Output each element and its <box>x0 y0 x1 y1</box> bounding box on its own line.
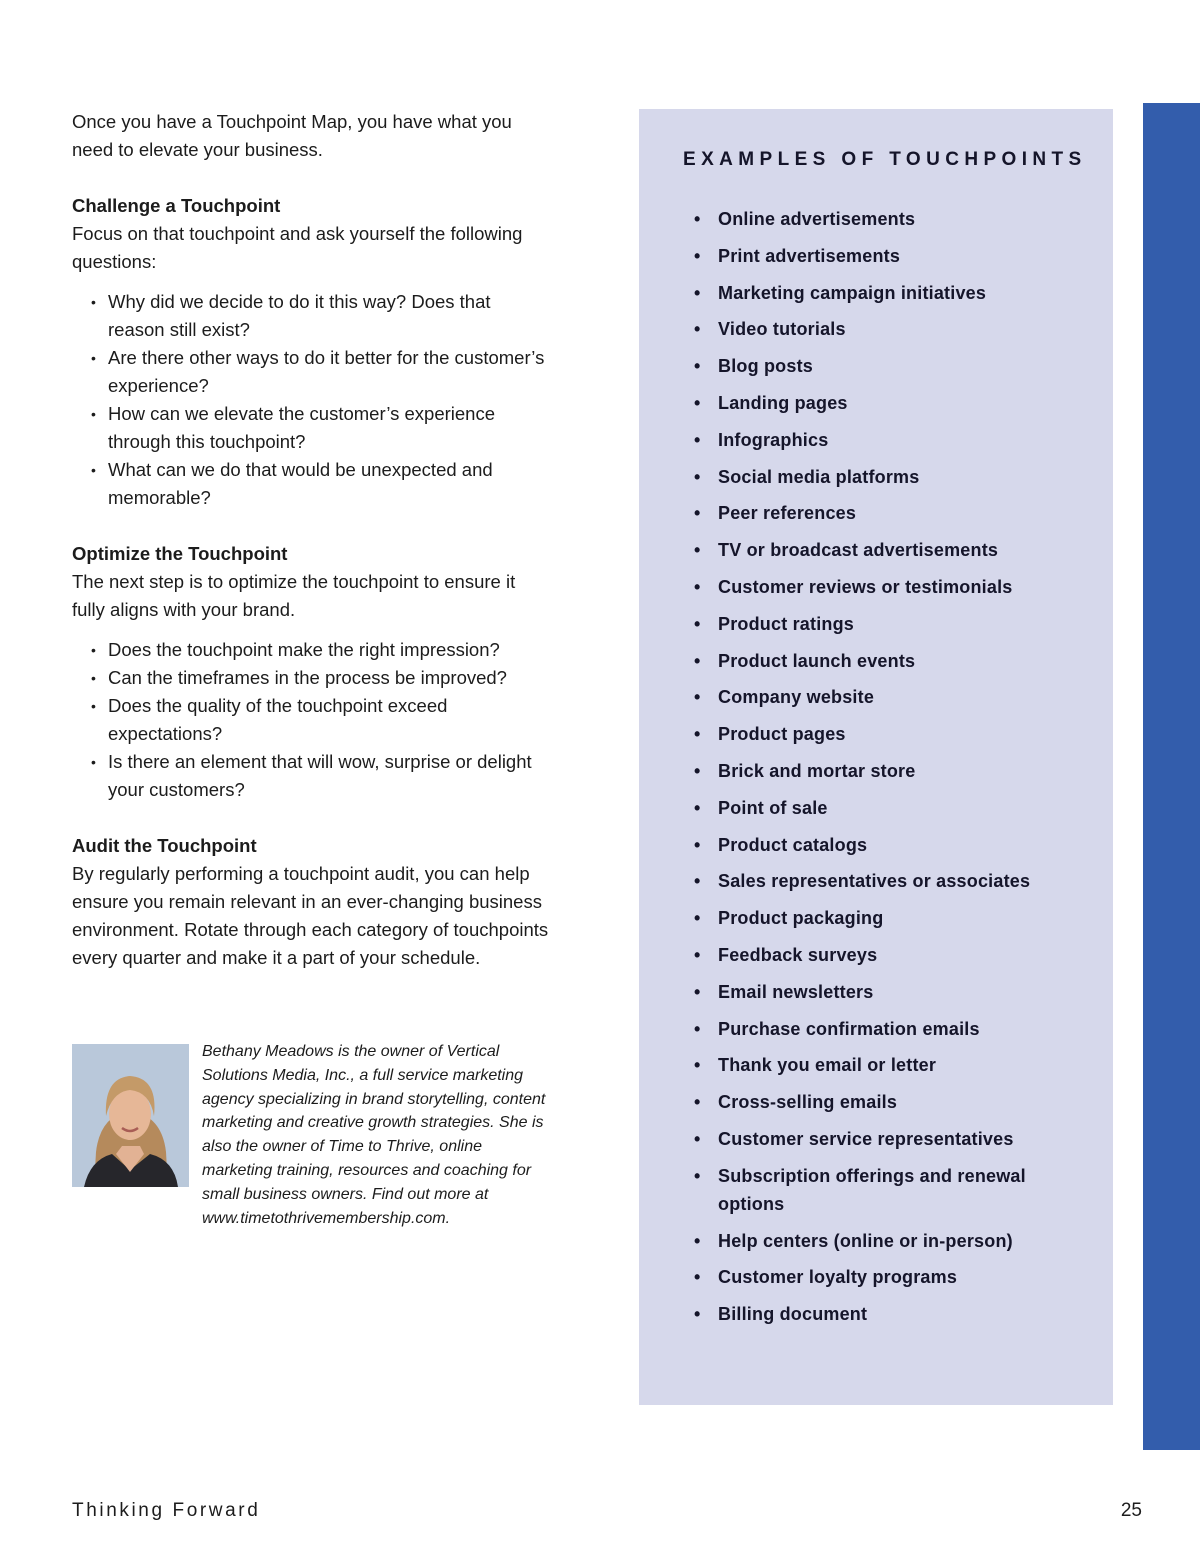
list-item: • Feedback surveys <box>718 941 1078 969</box>
list-item: • Product packaging <box>718 904 1078 932</box>
list-item: • Infographics <box>718 426 1078 454</box>
list-item: • Online advertisements <box>718 205 1078 233</box>
list-item: • Product launch events <box>718 647 1078 675</box>
author-photo <box>72 1044 189 1187</box>
list-item: • Subscription offerings and renewal options <box>718 1162 1078 1218</box>
list-item: • Why did we decide to do it this way? Does that reason still exist? <box>108 288 552 344</box>
list-item: • Is there an element that will wow, surprise or delight your customers? <box>108 748 552 804</box>
question-list <box>72 288 552 512</box>
list-item: • Email newsletters <box>718 978 1078 1006</box>
intro-paragraph: Once you have a Touchpoint Map, you have what you need to elevate your business. <box>72 111 512 160</box>
footer-publication-title: Thinking Forward <box>72 1500 261 1521</box>
list-item: • Does the touchpoint make the right impression? <box>108 636 552 664</box>
list-item: • Help centers (online or in-person) <box>718 1227 1078 1255</box>
list-item: • Video tutorials <box>718 315 1078 343</box>
section-body: Focus on that touchpoint and ask yourself the following questions: <box>72 223 523 272</box>
list-item: • Point of sale <box>718 794 1078 822</box>
list-item: • Does the quality of the touchpoint exceed expectations? <box>108 692 552 748</box>
touchpoint-list <box>718 205 1078 1337</box>
list-item: • Purchase confirmation emails <box>718 1015 1078 1043</box>
list-item: • TV or broadcast advertisements <box>718 536 1078 564</box>
list-item: • Company website <box>718 683 1078 711</box>
page-number: 25 <box>1120 1500 1142 1521</box>
question-list <box>72 636 552 804</box>
list-item: • Social media platforms <box>718 463 1078 491</box>
list-item: • Marketing campaign initiatives <box>718 279 1078 307</box>
section-challenge <box>72 192 552 512</box>
list-item: • Customer reviews or testimonials <box>718 573 1078 601</box>
list-item: • Product pages <box>718 720 1078 748</box>
list-item: • Can the timeframes in the process be improved? <box>108 664 552 692</box>
list-item: • Are there other ways to do it better for the customer’s experience? <box>108 344 552 400</box>
author-bio <box>72 1040 552 1240</box>
list-item: • Product catalogs <box>718 831 1078 859</box>
list-item: • Brick and mortar store <box>718 757 1078 785</box>
section-heading: Audit the Touchpoint <box>72 835 257 856</box>
list-item: • Customer loyalty programs <box>718 1263 1078 1291</box>
section-audit <box>72 832 552 972</box>
list-item: • What can we do that would be unexpected and memorable? <box>108 456 552 512</box>
touchpoints-sidebar <box>639 109 1113 1405</box>
list-item: • Thank you email or letter <box>718 1051 1078 1079</box>
list-item: • Peer references <box>718 499 1078 527</box>
list-item: • Landing pages <box>718 389 1078 417</box>
section-heading: Challenge a Touchpoint <box>72 195 281 216</box>
list-item: • Print advertisements <box>718 242 1078 270</box>
accent-bar <box>1143 103 1200 1450</box>
sidebar-title: EXAMPLES OF TOUCHPOINTS <box>683 149 1087 170</box>
list-item: • Cross-selling emails <box>718 1088 1078 1116</box>
section-body: The next step is to optimize the touchpoint to ensure it fully aligns with your brand. <box>72 571 516 620</box>
section-body: By regularly performing a touchpoint audit, you can help ensure you remain relevant in an ever-changing business environment. Rotate through each category of touchpoints every quarter and make it a part of your schedule. <box>72 863 549 968</box>
main-column <box>72 108 552 972</box>
list-item: • Customer service representatives <box>718 1125 1078 1153</box>
bio-text: Bethany Meadows is the owner of Vertical Solutions Media, Inc., a full service marketing agency specializing in brand storytelling, content marketing and creative growth strategies. She is also the owner of Time to Thrive, online marketing training, resources and coaching for small business owners. Find out more at www.timetothrivemembership.com. <box>202 1043 546 1227</box>
section-optimize <box>72 540 552 804</box>
list-item: • Billing document <box>718 1300 1078 1328</box>
list-item: • Sales representatives or associates <box>718 867 1078 895</box>
list-item: • Blog posts <box>718 352 1078 380</box>
list-item: • How can we elevate the customer’s experience through this touchpoint? <box>108 400 552 456</box>
list-item: • Product ratings <box>718 610 1078 638</box>
section-heading: Optimize the Touchpoint <box>72 543 288 564</box>
